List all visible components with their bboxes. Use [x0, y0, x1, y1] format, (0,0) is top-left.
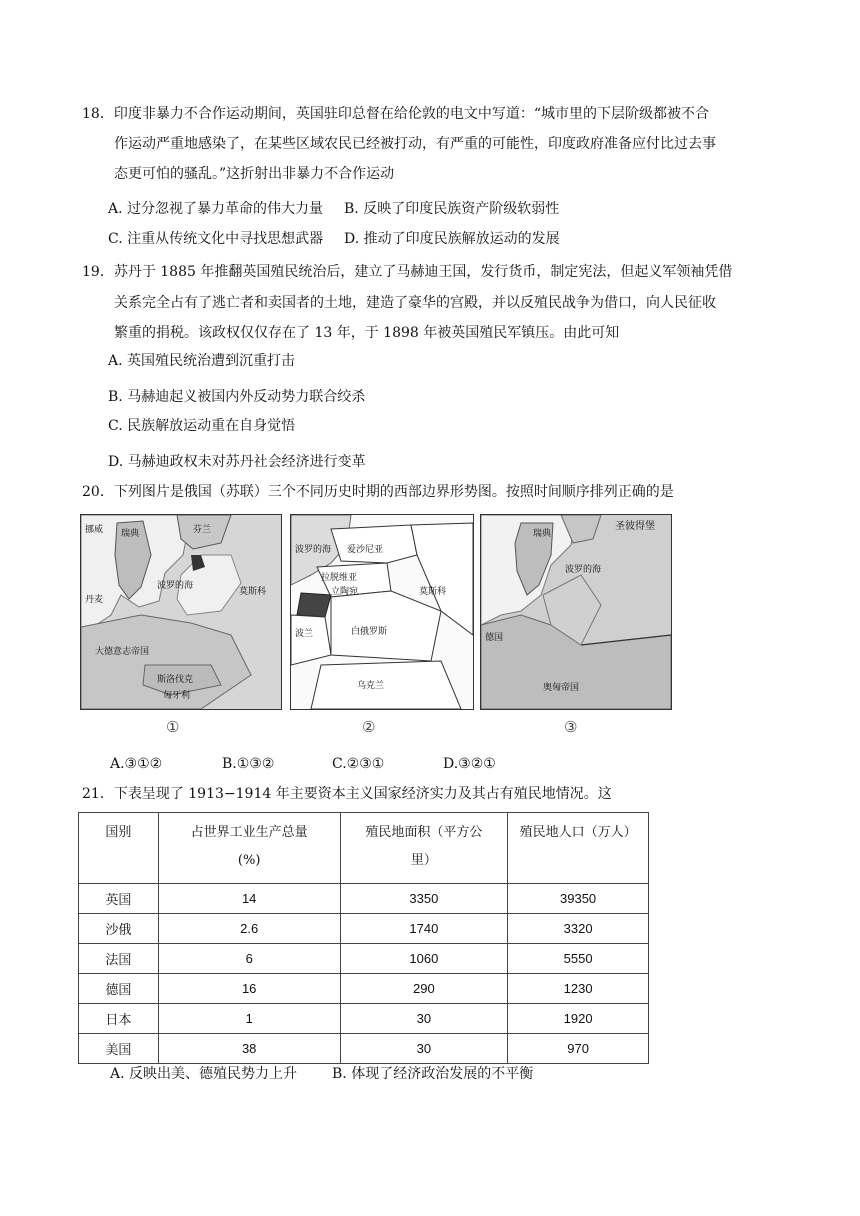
cell-colony-area: 30	[340, 1034, 508, 1064]
cell-colony-population: 39350	[508, 884, 649, 914]
q18-option-d: D. 推动了印度民族解放运动的发展	[344, 231, 560, 247]
map-1-label-hungary: 匈牙利	[163, 691, 191, 701]
table-row	[79, 944, 649, 974]
map-2-label-belarus: 白俄罗斯	[351, 627, 388, 637]
cell-industry-share: 14	[158, 884, 340, 914]
map-2-caption: ②	[362, 718, 376, 736]
cell-colony-population: 5550	[508, 944, 649, 974]
table-row	[79, 884, 649, 914]
map-3-drawing	[481, 515, 671, 709]
header-colony-area: 殖民地面积（平方公 里）	[340, 813, 508, 884]
map-1-label-denmark: 丹麦	[85, 595, 104, 605]
q19-stem-line-2: 关系完全占有了逃亡者和卖国者的土地，建造了豪华的宫殿，并以反殖民战争为借口，向人民征收	[114, 295, 716, 311]
cell-colony-population: 1230	[508, 974, 649, 1004]
map-1-label-sweden: 瑞典	[121, 529, 140, 539]
q18-stem-line-1: 18．印度非暴力不合作运动期间，英国驻印总督在给伦敦的电文中写道：“城市里的下层阶级都被不合	[82, 106, 709, 122]
map-1-label-moscow: 莫斯科	[239, 587, 267, 597]
q19-stem-line-1: 19．苏丹于 1885 年推翻英国殖民统治后，建立了马赫迪王国，发行货币，制定宪法，但起义军领袖凭借	[82, 264, 733, 280]
cell-colony-area: 3350	[340, 884, 508, 914]
header-industry-share: 占世界工业生产总量 (%)	[158, 813, 340, 884]
q20-option-c: C.②③①	[332, 756, 385, 772]
q18-stem-line-3: 态更可怕的骚乱。”这折射出非暴力不合作运动	[114, 166, 395, 182]
cell-country: 英国	[79, 884, 159, 914]
cell-industry-share: 6	[158, 944, 340, 974]
cell-colony-population: 1920	[508, 1004, 649, 1034]
map-3-label-stpetersburg: 圣彼得堡	[615, 521, 655, 532]
map-1-label-finland: 芬兰	[193, 525, 212, 535]
map-1	[80, 514, 282, 710]
map-2-label-moscow: 莫斯科	[419, 587, 447, 597]
q18-option-a: A. 过分忽视了暴力革命的伟大力量	[108, 201, 324, 217]
cell-country: 沙俄	[79, 914, 159, 944]
map-2-label-lithuania: 立陶宛	[331, 587, 359, 597]
cell-industry-share: 38	[158, 1034, 340, 1064]
cell-industry-share: 1	[158, 1004, 340, 1034]
map-1-label-slovakia: 斯洛伐克	[157, 675, 194, 685]
map-1-caption: ①	[166, 718, 180, 736]
cell-colony-area: 1740	[340, 914, 508, 944]
q21-option-b: B. 体现了经济政治发展的不平衡	[332, 1066, 534, 1082]
cell-country: 德国	[79, 974, 159, 1004]
cell-country: 美国	[79, 1034, 159, 1064]
map-3-label-austria: 奥匈帝国	[543, 683, 580, 693]
q18-stem-line-2: 作运动严重地感染了，在某些区域农民已经被打动，有严重的可能性，印度政府准备应付比过去事	[114, 136, 716, 152]
cell-colony-population: 970	[508, 1034, 649, 1064]
q21-option-a: A. 反映出美、德殖民势力上升	[110, 1066, 298, 1082]
table-header-row	[79, 813, 649, 884]
map-3-label-sweden: 瑞典	[533, 529, 552, 539]
q20-stem: 20．下列图片是俄国（苏联）三个不同历史时期的西部边界形势图。按照时间顺序排列正确的是	[82, 484, 674, 500]
table-row	[79, 974, 649, 1004]
q20-option-d: D.③②①	[443, 756, 496, 772]
header-colony-population: 殖民地人口（万人）	[508, 813, 649, 884]
map-1-label-germany: 大德意志帝国	[95, 647, 150, 657]
q19-stem-line-3: 繁重的捐税。该政权仅仅存在了 13 年，于 1898 年被英国殖民军镇压。由此可知	[114, 325, 620, 341]
cell-colony-area: 290	[340, 974, 508, 1004]
map-1-label-baltic: 波罗的海	[157, 581, 194, 591]
cell-colony-area: 30	[340, 1004, 508, 1034]
q20-option-a: A.③①②	[110, 756, 163, 772]
q18-option-c: C. 注重从传统文化中寻找思想武器	[108, 231, 324, 247]
map-2-label-ukraine: 乌克兰	[357, 681, 385, 691]
table-row	[79, 1034, 649, 1064]
map-2	[290, 514, 474, 710]
q21-stem: 21．下表呈现了 1913−1914 年主要资本主义国家经济实力及其占有殖民地情况。这	[82, 786, 612, 802]
cell-country: 日本	[79, 1004, 159, 1034]
q19-option-a: A. 英国殖民统治遭到沉重打击	[108, 353, 296, 369]
map-2-label-poland: 波兰	[295, 629, 314, 639]
map-3	[480, 514, 672, 710]
table-row	[79, 1004, 649, 1034]
q19-option-c: C. 民族解放运动重在自身觉悟	[108, 418, 296, 434]
map-3-label-baltic: 波罗的海	[565, 565, 602, 575]
table-row	[79, 914, 649, 944]
map-2-label-latvia: 拉脱维亚	[321, 573, 358, 583]
header-country: 国别	[79, 813, 159, 884]
map-figure-group	[80, 514, 672, 710]
cell-colony-population: 3320	[508, 914, 649, 944]
map-2-label-baltic: 波罗的海	[295, 545, 332, 555]
cell-industry-share: 16	[158, 974, 340, 1004]
colony-table	[78, 812, 649, 1064]
q19-option-b: B. 马赫迪起义被国内外反动势力联合绞杀	[108, 389, 366, 405]
map-3-caption: ③	[564, 718, 578, 736]
cell-colony-area: 1060	[340, 944, 508, 974]
cell-industry-share: 2.6	[158, 914, 340, 944]
map-3-label-germany: 德国	[485, 633, 504, 643]
map-1-label-norway: 挪威	[85, 525, 104, 535]
q19-option-d: D. 马赫迪政权未对苏丹社会经济进行变革	[108, 454, 366, 470]
q18-option-b: B. 反映了印度民族资产阶级软弱性	[344, 201, 560, 217]
q20-option-b: B.①③②	[222, 756, 275, 772]
map-2-label-estonia: 爱沙尼亚	[347, 545, 384, 555]
cell-country: 法国	[79, 944, 159, 974]
